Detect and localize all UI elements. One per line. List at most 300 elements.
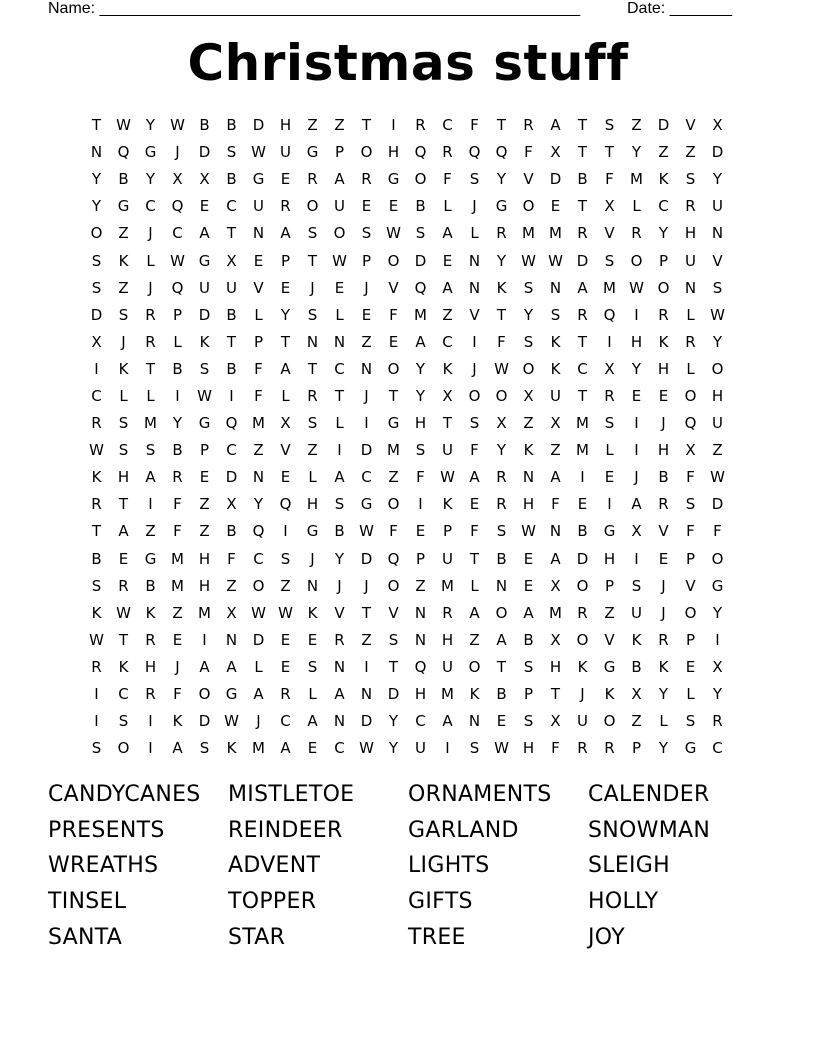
- grid-letter: A: [550, 116, 561, 135]
- grid-letter: U: [253, 197, 264, 216]
- grid-letter: V: [388, 603, 399, 622]
- grid-letter: F: [173, 685, 182, 704]
- grid-letter: B: [172, 441, 183, 460]
- grid-letter: T: [361, 603, 372, 622]
- grid-letter: R: [361, 170, 372, 189]
- grid-letter: J: [364, 386, 369, 405]
- grid-letter: T: [145, 359, 156, 378]
- grid-letter: X: [712, 116, 723, 135]
- grid-letter: O: [252, 576, 265, 595]
- grid-letter: P: [685, 549, 696, 568]
- word-bank-item: PRESENTS: [48, 817, 165, 843]
- grid-letter: S: [307, 414, 318, 433]
- grid-letter: C: [442, 116, 453, 135]
- grid-letter: L: [173, 332, 182, 351]
- grid-letter: V: [280, 441, 291, 460]
- grid-letter: E: [442, 251, 453, 270]
- grid-letter: S: [118, 441, 129, 460]
- grid-letter: G: [684, 739, 697, 758]
- grid-letter: L: [686, 685, 695, 704]
- grid-row: [83, 627, 731, 654]
- grid-letter: S: [334, 495, 345, 514]
- grid-letter: S: [307, 224, 318, 243]
- grid-letter: C: [442, 332, 453, 351]
- grid-letter: B: [496, 685, 507, 704]
- word-bank-item: REINDEER: [228, 817, 343, 843]
- grid-letter: X: [280, 414, 291, 433]
- grid-row: [83, 735, 731, 762]
- grid-letter: I: [634, 549, 639, 568]
- grid-letter: L: [470, 224, 479, 243]
- grid-letter: M: [576, 414, 589, 433]
- grid-letter: O: [360, 143, 373, 162]
- grid-letter: X: [496, 414, 507, 433]
- grid-letter: K: [550, 332, 561, 351]
- grid-letter: L: [335, 305, 344, 324]
- grid-letter: S: [91, 576, 102, 595]
- grid-letter: K: [118, 657, 129, 676]
- grid-letter: Z: [172, 603, 183, 622]
- grid-letter: I: [607, 332, 612, 351]
- grid-letter: H: [603, 549, 616, 568]
- grid-letter: A: [577, 278, 588, 297]
- grid-letter: B: [226, 359, 237, 378]
- grid-letter: Q: [171, 197, 184, 216]
- grid-letter: F: [173, 495, 182, 514]
- grid-letter: M: [522, 224, 535, 243]
- grid-letter: Z: [199, 495, 210, 514]
- grid-letter: E: [334, 278, 345, 297]
- grid-letter: U: [712, 197, 723, 216]
- grid-letter: T: [496, 305, 507, 324]
- grid-letter: C: [415, 712, 426, 731]
- grid-letter: Y: [172, 414, 183, 433]
- grid-letter: R: [307, 170, 318, 189]
- grid-letter: K: [658, 170, 669, 189]
- grid-letter: T: [307, 251, 318, 270]
- grid-letter: B: [226, 305, 237, 324]
- grid-letter: C: [253, 549, 264, 568]
- grid-letter: R: [577, 305, 588, 324]
- letter-grid: [83, 112, 731, 762]
- grid-letter: H: [117, 468, 130, 487]
- grid-letter: R: [145, 630, 156, 649]
- grid-letter: B: [496, 549, 507, 568]
- word-bank-item: ORNAMENTS: [408, 782, 552, 807]
- grid-letter: F: [254, 359, 263, 378]
- grid-letter: S: [496, 522, 507, 541]
- grid-letter: I: [472, 332, 477, 351]
- grid-letter: X: [550, 630, 561, 649]
- grid-letter: Y: [415, 386, 426, 405]
- grid-letter: E: [604, 468, 615, 487]
- grid-letter: U: [415, 739, 426, 758]
- grid-letter: D: [387, 685, 400, 704]
- grid-letter: O: [90, 224, 103, 243]
- grid-letter: I: [715, 630, 720, 649]
- grid-letter: C: [334, 359, 345, 378]
- grid-letter: H: [279, 116, 292, 135]
- grid-letter: S: [712, 278, 723, 297]
- grid-letter: S: [388, 630, 399, 649]
- grid-letter: B: [226, 116, 237, 135]
- grid-letter: H: [711, 386, 724, 405]
- grid-letter: V: [523, 170, 534, 189]
- grid-letter: X: [226, 251, 237, 270]
- grid-letter: T: [118, 630, 129, 649]
- word-bank-item: GARLAND: [408, 817, 519, 843]
- grid-letter: Z: [118, 278, 129, 297]
- grid-letter: A: [280, 739, 291, 758]
- grid-letter: V: [469, 305, 480, 324]
- grid-letter: N: [252, 224, 265, 243]
- grid-letter: E: [280, 278, 291, 297]
- grid-letter: O: [387, 251, 400, 270]
- grid-letter: G: [495, 197, 508, 216]
- grid-letter: O: [198, 685, 211, 704]
- grid-letter: J: [580, 685, 585, 704]
- grid-letter: D: [711, 495, 724, 514]
- grid-letter: K: [172, 712, 183, 731]
- grid-letter: Z: [334, 116, 345, 135]
- grid-letter: O: [684, 603, 697, 622]
- grid-letter: R: [145, 305, 156, 324]
- grid-letter: X: [199, 170, 210, 189]
- grid-letter: O: [387, 359, 400, 378]
- grid-letter: R: [334, 630, 345, 649]
- grid-letter: D: [198, 143, 211, 162]
- grid-letter: O: [522, 359, 535, 378]
- grid-letter: D: [576, 549, 589, 568]
- grid-row: [83, 329, 731, 356]
- grid-letter: I: [94, 712, 99, 731]
- grid-letter: S: [469, 739, 480, 758]
- grid-letter: P: [685, 630, 696, 649]
- grid-letter: L: [632, 197, 641, 216]
- grid-letter: B: [631, 657, 642, 676]
- grid-letter: F: [497, 332, 506, 351]
- grid-letter: I: [229, 386, 234, 405]
- grid-letter: E: [550, 197, 561, 216]
- word-bank-item: CALENDER: [588, 782, 710, 807]
- grid-letter: W: [548, 251, 563, 270]
- grid-letter: B: [415, 197, 426, 216]
- grid-letter: L: [119, 386, 128, 405]
- grid-letter: G: [198, 414, 211, 433]
- grid-letter: G: [198, 251, 211, 270]
- grid-letter: C: [577, 359, 588, 378]
- grid-letter: O: [468, 657, 481, 676]
- grid-letter: S: [685, 712, 696, 731]
- grid-letter: I: [148, 495, 153, 514]
- grid-letter: A: [118, 522, 129, 541]
- grid-letter: F: [416, 468, 425, 487]
- grid-letter: E: [388, 332, 399, 351]
- grid-letter: P: [334, 143, 345, 162]
- grid-letter: S: [415, 224, 426, 243]
- grid-letter: E: [280, 630, 291, 649]
- grid-letter: E: [361, 305, 372, 324]
- grid-letter: R: [145, 332, 156, 351]
- grid-letter: Y: [523, 305, 534, 324]
- grid-letter: W: [386, 224, 401, 243]
- grid-letter: U: [334, 197, 345, 216]
- grid-letter: I: [445, 739, 450, 758]
- grid-letter: Z: [118, 224, 129, 243]
- grid-letter: Z: [226, 576, 237, 595]
- word-bank-item: WREATHS: [48, 853, 159, 879]
- grid-letter: G: [387, 414, 400, 433]
- grid-letter: U: [550, 386, 561, 405]
- grid-letter: M: [603, 278, 616, 297]
- word-bank-item: HOLLY: [588, 889, 659, 915]
- grid-letter: Y: [145, 116, 156, 135]
- grid-letter: K: [658, 657, 669, 676]
- word-bank-item: TREE: [408, 924, 466, 950]
- grid-letter: Y: [496, 441, 507, 460]
- grid-letter: T: [577, 386, 588, 405]
- grid-letter: I: [607, 495, 612, 514]
- word-bank-item: LIGHTS: [408, 853, 490, 879]
- grid-letter: F: [173, 522, 182, 541]
- grid-letter: Q: [414, 657, 427, 676]
- grid-letter: J: [364, 576, 369, 595]
- grid-letter: Q: [495, 143, 508, 162]
- grid-letter: F: [254, 386, 263, 405]
- grid-letter: N: [468, 278, 481, 297]
- grid-letter: C: [280, 712, 291, 731]
- grid-letter: S: [118, 414, 129, 433]
- grid-letter: G: [360, 495, 373, 514]
- grid-letter: E: [415, 522, 426, 541]
- grid-letter: W: [89, 630, 104, 649]
- grid-letter: T: [388, 386, 399, 405]
- grid-letter: J: [472, 197, 477, 216]
- grid-letter: O: [630, 251, 643, 270]
- grid-letter: K: [658, 332, 669, 351]
- grid-letter: H: [549, 657, 562, 676]
- grid-letter: C: [658, 197, 669, 216]
- grid-letter: D: [252, 116, 265, 135]
- grid-letter: W: [710, 305, 725, 324]
- grid-letter: R: [577, 603, 588, 622]
- grid-letter: T: [91, 116, 102, 135]
- grid-letter: E: [388, 197, 399, 216]
- grid-letter: Y: [91, 170, 102, 189]
- grid-letter: W: [170, 251, 185, 270]
- grid-letter: M: [549, 224, 562, 243]
- grid-letter: P: [658, 251, 669, 270]
- grid-letter: W: [359, 739, 374, 758]
- grid-letter: R: [685, 197, 696, 216]
- grid-letter: N: [468, 712, 481, 731]
- grid-letter: F: [551, 739, 560, 758]
- grid-letter: V: [253, 278, 264, 297]
- grid-letter: N: [549, 278, 562, 297]
- grid-letter: Q: [279, 495, 292, 514]
- grid-letter: O: [468, 386, 481, 405]
- word-bank-item: GIFTS: [408, 889, 473, 915]
- grid-letter: N: [333, 332, 346, 351]
- grid-letter: Z: [469, 630, 480, 649]
- grid-letter: L: [254, 657, 263, 676]
- grid-letter: Z: [361, 630, 372, 649]
- grid-letter: K: [631, 630, 642, 649]
- grid-letter: A: [145, 468, 156, 487]
- grid-letter: M: [171, 576, 184, 595]
- grid-letter: L: [146, 251, 155, 270]
- grid-letter: F: [443, 170, 452, 189]
- grid-letter: O: [657, 278, 670, 297]
- grid-letter: U: [280, 143, 291, 162]
- grid-letter: X: [226, 495, 237, 514]
- grid-letter: T: [442, 414, 453, 433]
- grid-letter: E: [523, 576, 534, 595]
- grid-letter: Q: [171, 278, 184, 297]
- grid-letter: L: [308, 468, 317, 487]
- word-bank-item: SANTA: [48, 924, 123, 950]
- grid-letter: W: [521, 522, 536, 541]
- grid-letter: K: [91, 603, 102, 622]
- grid-letter: F: [389, 522, 398, 541]
- grid-letter: D: [198, 305, 211, 324]
- grid-letter: R: [172, 468, 183, 487]
- grid-letter: O: [387, 495, 400, 514]
- grid-letter: Z: [388, 468, 399, 487]
- grid-letter: I: [337, 441, 342, 460]
- grid-letter: C: [712, 739, 723, 758]
- grid-letter: R: [712, 712, 723, 731]
- grid-letter: S: [604, 251, 615, 270]
- grid-letter: E: [172, 630, 183, 649]
- grid-letter: V: [388, 278, 399, 297]
- grid-letter: J: [310, 278, 315, 297]
- grid-letter: H: [198, 576, 211, 595]
- grid-letter: S: [307, 657, 318, 676]
- grid-letter: N: [90, 143, 103, 162]
- grid-letter: S: [415, 441, 426, 460]
- grid-letter: M: [252, 739, 265, 758]
- grid-letter: I: [94, 359, 99, 378]
- grid-letter: W: [116, 603, 131, 622]
- grid-letter: Z: [307, 441, 318, 460]
- grid-letter: V: [685, 116, 696, 135]
- grid-letter: S: [685, 495, 696, 514]
- grid-row: [83, 708, 731, 735]
- grid-letter: J: [364, 278, 369, 297]
- grid-letter: X: [172, 170, 183, 189]
- grid-letter: Y: [280, 305, 291, 324]
- grid-letter: T: [280, 332, 291, 351]
- grid-letter: O: [387, 576, 400, 595]
- name-field: Name: ______________________________________________________: [48, 0, 581, 17]
- grid-letter: Y: [253, 495, 264, 514]
- grid-row: [83, 383, 731, 410]
- grid-letter: K: [442, 359, 453, 378]
- grid-letter: Z: [145, 522, 156, 541]
- grid-letter: E: [307, 630, 318, 649]
- grid-letter: Y: [388, 739, 399, 758]
- grid-letter: Y: [712, 685, 723, 704]
- grid-letter: Y: [712, 170, 723, 189]
- grid-letter: D: [225, 468, 238, 487]
- grid-letter: X: [604, 197, 615, 216]
- grid-letter: F: [686, 522, 695, 541]
- grid-letter: L: [686, 305, 695, 324]
- grid-letter: O: [522, 197, 535, 216]
- grid-letter: N: [468, 251, 481, 270]
- grid-letter: E: [307, 739, 318, 758]
- grid-letter: U: [442, 441, 453, 460]
- grid-letter: E: [253, 251, 264, 270]
- grid-letter: X: [631, 522, 642, 541]
- grid-letter: Y: [712, 332, 723, 351]
- grid-letter: K: [118, 359, 129, 378]
- grid-letter: R: [280, 197, 291, 216]
- grid-letter: F: [227, 549, 236, 568]
- grid-letter: H: [684, 224, 697, 243]
- grid-letter: R: [442, 603, 453, 622]
- grid-letter: I: [94, 685, 99, 704]
- grid-row: [83, 491, 731, 518]
- grid-letter: A: [199, 657, 210, 676]
- grid-letter: S: [307, 305, 318, 324]
- grid-letter: D: [576, 251, 589, 270]
- grid-letter: L: [443, 197, 452, 216]
- grid-letter: K: [604, 685, 615, 704]
- grid-letter: M: [252, 414, 265, 433]
- grid-letter: K: [307, 603, 318, 622]
- grid-row: [83, 437, 731, 464]
- grid-letter: A: [199, 224, 210, 243]
- grid-letter: W: [710, 468, 725, 487]
- grid-letter: T: [226, 224, 237, 243]
- grid-letter: E: [658, 386, 669, 405]
- grid-letter: T: [604, 143, 615, 162]
- grid-letter: J: [634, 468, 639, 487]
- grid-letter: R: [118, 576, 129, 595]
- grid-letter: S: [631, 576, 642, 595]
- grid-letter: Q: [225, 414, 238, 433]
- grid-letter: G: [144, 549, 157, 568]
- grid-letter: H: [414, 414, 427, 433]
- grid-letter: Y: [658, 685, 669, 704]
- grid-letter: G: [252, 170, 265, 189]
- grid-letter: G: [306, 143, 319, 162]
- grid-letter: B: [577, 522, 588, 541]
- grid-letter: W: [251, 603, 266, 622]
- grid-letter: H: [630, 332, 643, 351]
- grid-letter: I: [283, 522, 288, 541]
- grid-letter: F: [551, 495, 560, 514]
- grid-letter: V: [604, 224, 615, 243]
- grid-letter: R: [91, 495, 102, 514]
- grid-letter: I: [202, 630, 207, 649]
- grid-letter: Q: [684, 414, 697, 433]
- grid-letter: T: [550, 685, 561, 704]
- grid-letter: H: [657, 441, 670, 460]
- grid-letter: O: [576, 576, 589, 595]
- grid-letter: N: [333, 657, 346, 676]
- grid-letter: P: [280, 251, 291, 270]
- grid-letter: O: [684, 386, 697, 405]
- grid-letter: W: [494, 739, 509, 758]
- grid-letter: J: [661, 414, 666, 433]
- grid-letter: X: [604, 359, 615, 378]
- word-bank: [48, 778, 768, 956]
- grid-letter: D: [711, 143, 724, 162]
- grid-letter: A: [172, 739, 183, 758]
